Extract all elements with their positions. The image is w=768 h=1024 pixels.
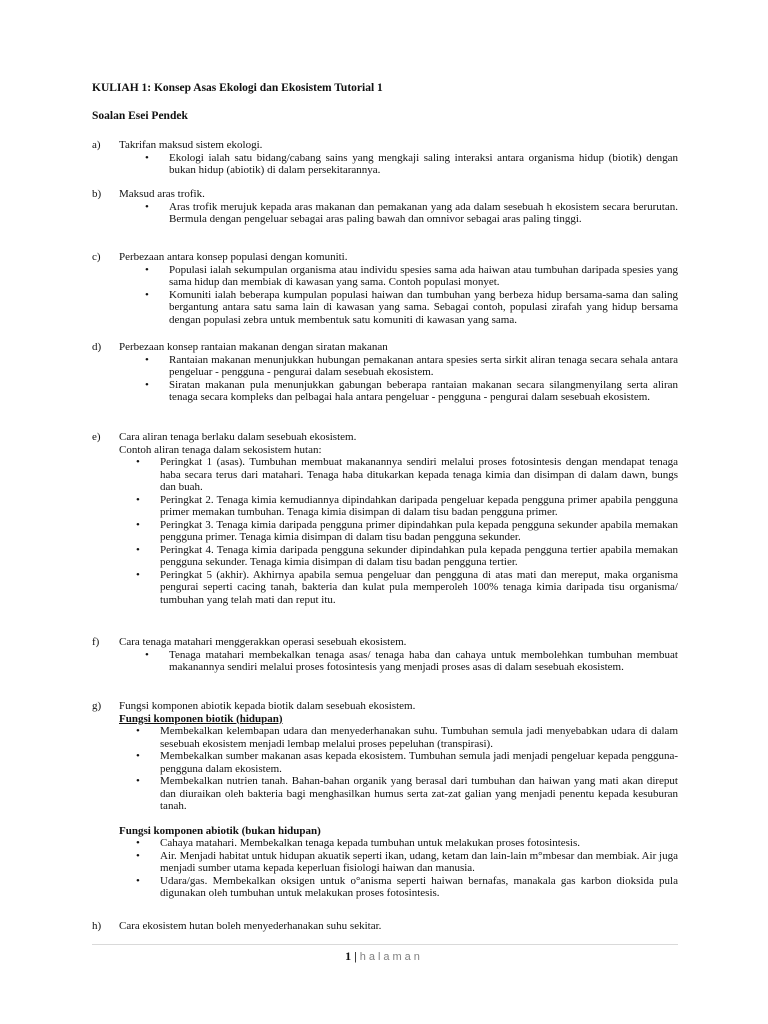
section-d-question (92, 341, 678, 354)
list-item: • Peringkat 2. Tenaga kimia kemudiannya dipindahkan daripada pengeluar kepada pengguna primer apabila pengguna primer memakan tumbuhan. Tenaga kimia disimpan di dalam tisu badan pengguna primer. (136, 493, 678, 518)
list-item: • Rantaian makanan menunjukkan hubungan pemakanan antara spesies serta sirkit aliran tenaga secara sehala antara pengeluar - pengguna - pengurai dalam sesebuah ekosistem. (145, 353, 678, 378)
question-text: Cara aliran tenaga berlaku dalam sesebuah ekosistem. (119, 431, 357, 443)
bullet-icon: • (136, 568, 140, 581)
section-c-question (92, 251, 678, 264)
bullet-icon: • (136, 725, 140, 737)
question-text: Fungsi komponen abiotik kepada biotik dalam sesebuah ekosistem. (119, 700, 416, 712)
section-letter: e) (92, 431, 101, 443)
section-e-question (92, 431, 678, 444)
list-item: • Peringkat 1 (asas). Tumbuhan membuat makanannya sendiri melalui proses fotosintesis dengan mendapat tenaga haba secara terus dari matahari. Tenaga haba ditukarkan kepada tenaga kimia dan disimpan di dalam dawn, bungs dan buah. (136, 456, 678, 493)
list-item: • Peringkat 5 (akhir). Akhirnya apabila semua pengeluar dan pengguna di atas mati dan mereput, maka organisma pengurai seperti cacing tanah, bakteria dan kulat pula memperoleh 100% tenaga kimia daripada tisu organisma/ tumbuhan yang telah mati dan reput itu. (136, 568, 678, 606)
bullet-icon: • (136, 543, 140, 556)
list-item: • Populasi ialah sekumpulan organisma atau individu spesies sama ada haiwan atau tumbuhan daripada spesies yang sama hidup dan membiak di kawasan yang sama. Contoh populasi monyet. (145, 263, 678, 288)
list-item: • Tenaga matahari membekalkan tenaga asas/ tenaga haba dan cahaya untuk membolehkan tumbuhan membuat makanannya sendiri melalui proses fotosintesis yang menjadi proses asas di dalam sesebuah ekosistem. (145, 648, 678, 673)
bullet-icon: • (145, 378, 149, 391)
bullet-icon: • (136, 775, 140, 787)
page-number: 1 (345, 949, 352, 963)
page-separator: | (354, 949, 357, 963)
section-letter: b) (92, 188, 102, 200)
section-b (92, 188, 678, 226)
list-item: • Aras trofik merujuk kepada aras makanan dan pemakanan yang ada dalam sesebuah h ekosistem secara berurutan. Bermula dengan pengeluar sebagai aras paling bawah dan omnivor sebagai aras paling tinggi. (145, 200, 678, 225)
section-b-question (92, 188, 678, 201)
section-letter: a) (92, 139, 101, 151)
list-item: • Membekalkan nutrien tanah. Bahan-bahan organik yang berasal dari tumbuhan dan haiwan yang mati akan direput dan diuraikan oleh bakteria bagi menghasilkan humus serta zat-zat galian yang menjadi penentu kepada kesuburan tanah. (136, 775, 678, 812)
bullet-icon: • (136, 849, 140, 862)
document-title: KULIAH 1: Konsep Asas Ekologi dan Ekosistem Tutorial 1 (92, 82, 383, 94)
bullet-icon: • (145, 200, 149, 213)
section-letter: c) (92, 251, 101, 263)
list-item: • Komuniti ialah beberapa kumpulan populasi haiwan dan tumbuhan yang berbeza hidup bersama-sama dan saling bergantung antara satu sama lain di kawasan yang sama. Sebagai contoh, populasi zirafah yang hidup bersama dengan populasi zebra untuk membentuk satu komuniti di kawasan yang sama. (145, 288, 678, 326)
question-text: Perbezaan konsep rantaian makanan dengan siratan makanan (119, 341, 388, 353)
section-a (92, 139, 678, 177)
question-text: Perbezaan antara konsep populasi dengan komuniti. (119, 251, 348, 263)
document-subtitle: Soalan Esei Pendek (92, 110, 188, 122)
bullet-icon: • (136, 874, 140, 887)
section-e (92, 431, 678, 606)
list-item: • Cahaya matahari. Membekalkan tenaga kepada tumbuhan untuk melakukan proses fotosintesis. (136, 837, 581, 849)
biotic-heading: Fungsi komponen biotik (hidupan) (119, 712, 283, 725)
list-item: • Peringkat 4. Tenaga kimia daripada pengguna sekunder dipindahkan pula kepada pengguna tertier apabila memakan pengguna sekunder. Tenaga kimia disimpan di dalam tisu badan pengguna tertier. (136, 543, 678, 568)
bullet-icon: • (136, 493, 140, 506)
list-item: • Membekalkan kelembapan udara dan menyederhanakan suhu. Tumbuhan semula jadi menyebabkan udara di dalam sesebuah ekosistem menjadi lembap melalui proses pepeluhan (transpirasi). (136, 725, 678, 750)
bullet-icon: • (145, 288, 149, 301)
section-g (92, 700, 678, 900)
page-label: halaman (359, 951, 423, 963)
list-item: • Membekalkan sumber makanan asas kepada ekosistem. Tumbuhan semula jadi menjadi pengeluar kepada pengguna-pengguna dalam ekosistem. (136, 750, 678, 775)
section-c (92, 251, 678, 326)
bullet-icon: • (145, 648, 149, 661)
section-letter: g) (92, 700, 102, 712)
section-g-question (92, 700, 678, 713)
list-item: • Udara/gas. Membekalkan oksigen untuk o°anisma seperti haiwan bernafas, manakala gas karbon dioksida pula digunakan oleh tumbuhan untuk melakukan proses fotosintesis. (136, 874, 678, 899)
list-item: • Ekologi ialah satu bidang/cabang sains yang mengkaji saling interaksi antara organisma hidup (biotik) dengan bukan hidup (abiotik) di dalam persekitarannya. (145, 151, 678, 176)
bullet-icon: • (145, 151, 149, 164)
section-letter: f) (92, 636, 100, 648)
bullet-icon: • (136, 456, 140, 468)
bullet-icon: • (145, 263, 149, 276)
section-a-question (92, 139, 678, 152)
question-text: Cara tenaga matahari menggerakkan operasi sesebuah ekosistem. (119, 636, 407, 648)
list-item: • Peringkat 3. Tenaga kimia daripada pengguna primer dipindahkan pula kepada pengguna sekunder apabila memakan pengguna primer. Tenaga kimia disimpan di dalam tisu badan pengguna sekunder. (136, 518, 678, 543)
section-f (92, 636, 678, 674)
list-item: • Siratan makanan pula menunjukkan gabungan beberapa rantaian makanan secara silangmenyilang serta aliran tenaga secara kompleks dan pelbagai hala antara pengeluar - pengguna - pengurai dalam sesebuah ekosistem. (145, 378, 678, 403)
section-h-question (92, 920, 678, 933)
bullet-icon: • (136, 518, 140, 531)
question-text: Maksud aras trofik. (119, 188, 205, 200)
bullet-icon: • (145, 353, 149, 366)
bullet-icon: • (136, 837, 140, 849)
abiotic-heading: Fungsi komponen abiotik (bukan hidupan) (119, 824, 321, 837)
example-line: Contoh aliran tenaga dalam sekosistem hutan: (119, 443, 322, 456)
question-text: Takrifan maksud sistem ekologi. (119, 139, 263, 151)
section-d (92, 341, 678, 404)
page-footer (0, 949, 768, 964)
list-item: • Air. Menjadi habitat untuk hidupan akuatik seperti ikan, udang, ketam dan lain-lain m°mbesar dan membiak. Air juga menjadi sumber utama kepada keperluan fisiologi haiwan dan manusia. (136, 849, 678, 874)
bullet-icon: • (136, 750, 140, 762)
section-h (92, 920, 678, 933)
section-letter: h) (92, 920, 102, 932)
section-letter: d) (92, 341, 102, 353)
section-f-question (92, 636, 678, 649)
question-text: Cara ekosistem hutan boleh menyederhanakan suhu sekitar. (119, 920, 382, 932)
footer-divider (92, 944, 678, 945)
